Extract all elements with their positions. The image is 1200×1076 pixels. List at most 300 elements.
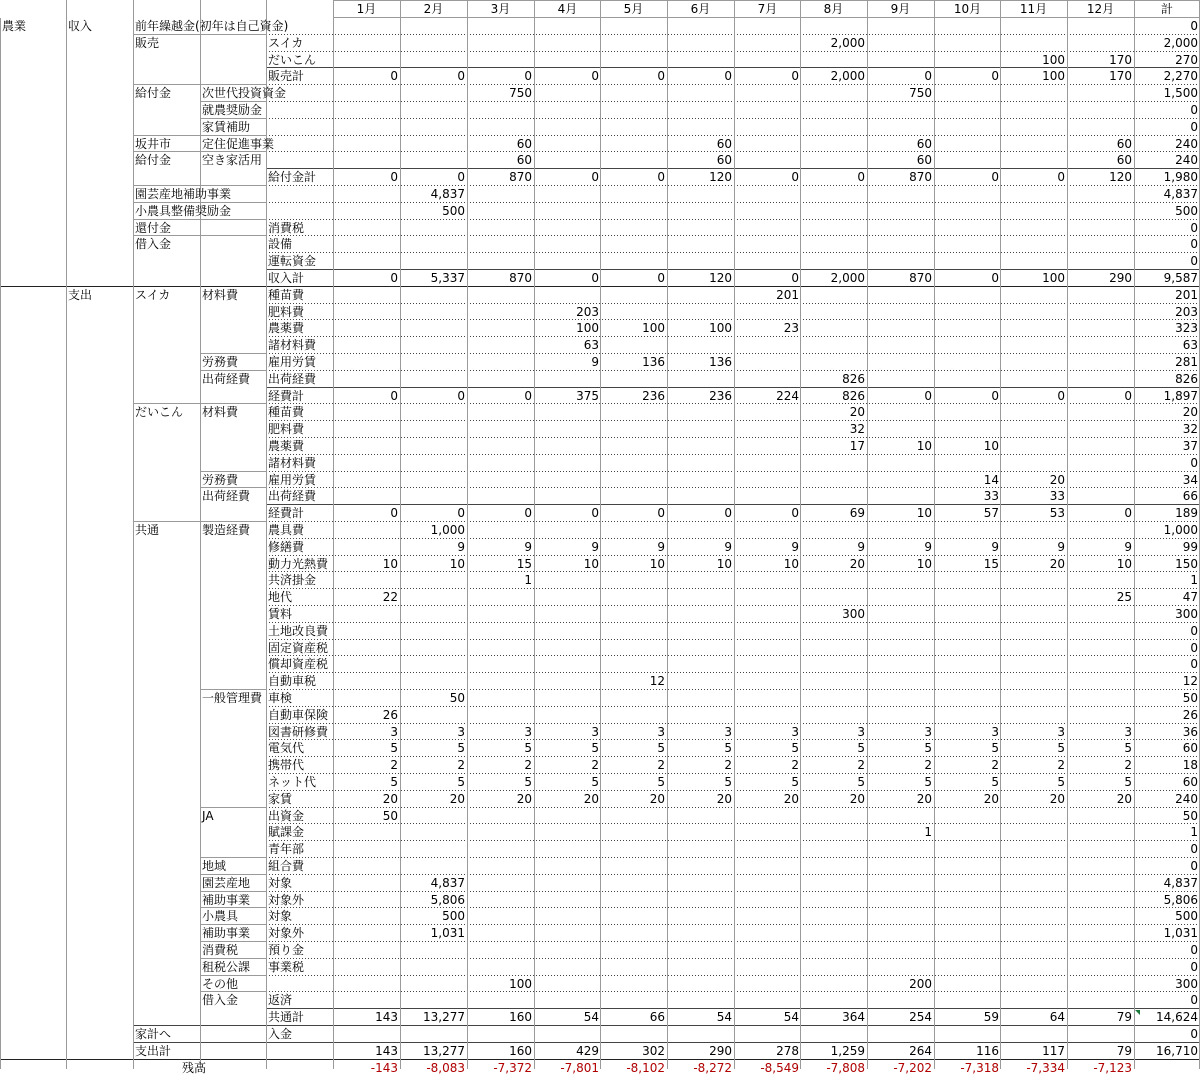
value-cell[interactable]: 5: [524, 775, 532, 789]
total-cell[interactable]: 240: [1175, 791, 1198, 806]
value-cell[interactable]: 9: [1057, 539, 1065, 554]
value-cell[interactable]: 5: [1057, 741, 1065, 756]
value-cell[interactable]: 0: [791, 69, 799, 84]
header-month[interactable]: 3月: [490, 2, 511, 16]
value-cell[interactable]: 0: [1124, 388, 1132, 403]
value-cell[interactable]: 79: [1116, 1010, 1132, 1025]
value-cell[interactable]: 870: [509, 170, 532, 185]
value-cell[interactable]: 160: [509, 1043, 532, 1058]
total-cell[interactable]: 50: [1182, 691, 1198, 705]
total-cell[interactable]: 36: [1182, 724, 1198, 739]
header-month[interactable]: 10月: [953, 2, 982, 16]
value-cell[interactable]: 236: [709, 388, 732, 403]
total-cell[interactable]: 0: [1190, 640, 1198, 655]
value-cell[interactable]: 2: [1124, 758, 1132, 773]
total-cell[interactable]: 150: [1175, 556, 1198, 571]
total-cell[interactable]: 203: [1175, 304, 1198, 319]
value-cell[interactable]: 15: [983, 556, 999, 571]
total-cell[interactable]: 99: [1182, 539, 1198, 554]
value-cell[interactable]: 60: [516, 136, 532, 151]
value-cell[interactable]: 5: [1057, 775, 1065, 789]
total-cell[interactable]: 50: [1182, 808, 1198, 823]
header-month[interactable]: 1月: [356, 2, 377, 16]
value-cell[interactable]: 20: [449, 791, 465, 806]
value-cell[interactable]: 0: [591, 170, 599, 185]
value-cell[interactable]: -7,808: [826, 1060, 865, 1075]
value-cell[interactable]: 10: [1116, 556, 1132, 571]
total-cell[interactable]: 0: [1190, 1027, 1198, 1041]
value-cell[interactable]: 826: [842, 388, 865, 403]
value-cell[interactable]: 60: [916, 136, 932, 151]
value-cell[interactable]: 5: [924, 741, 932, 756]
value-cell[interactable]: 870: [909, 170, 932, 185]
value-cell[interactable]: 9: [724, 539, 732, 554]
value-cell[interactable]: -8,083: [426, 1060, 465, 1075]
total-cell[interactable]: 0: [1190, 103, 1198, 117]
value-cell[interactable]: 4,837: [430, 187, 465, 201]
value-cell[interactable]: 750: [509, 86, 532, 101]
value-cell[interactable]: 136: [709, 355, 732, 369]
value-cell[interactable]: 60: [716, 153, 732, 168]
value-cell[interactable]: 2: [524, 758, 532, 773]
value-cell[interactable]: 143: [375, 1010, 398, 1025]
value-cell[interactable]: 32: [849, 422, 865, 437]
value-cell[interactable]: 2: [724, 758, 732, 773]
value-cell[interactable]: 500: [442, 203, 465, 218]
total-cell[interactable]: 0: [1190, 943, 1198, 957]
total-cell[interactable]: 4,837: [1163, 187, 1198, 201]
total-cell[interactable]: 0: [1190, 842, 1198, 857]
value-cell[interactable]: 10: [449, 556, 465, 571]
total-cell[interactable]: 5,806: [1163, 892, 1198, 907]
value-cell[interactable]: 69: [849, 506, 865, 521]
value-cell[interactable]: 0: [524, 388, 532, 403]
value-cell[interactable]: 224: [776, 388, 799, 403]
value-cell[interactable]: 3: [524, 724, 532, 739]
value-cell[interactable]: 9: [591, 539, 599, 554]
value-cell[interactable]: 750: [909, 86, 932, 101]
total-cell[interactable]: 4,837: [1163, 875, 1198, 890]
total-cell[interactable]: 0: [1190, 623, 1198, 638]
value-cell[interactable]: 2: [457, 758, 465, 773]
value-cell[interactable]: 0: [991, 170, 999, 185]
value-cell[interactable]: 300: [842, 607, 865, 621]
value-cell[interactable]: 5: [857, 775, 865, 789]
value-cell[interactable]: 0: [991, 388, 999, 403]
value-cell[interactable]: 0: [457, 506, 465, 521]
total-cell[interactable]: 323: [1175, 321, 1198, 336]
total-cell[interactable]: 300: [1175, 607, 1198, 621]
value-cell[interactable]: 79: [1116, 1043, 1132, 1058]
total-cell[interactable]: 1,000: [1163, 523, 1198, 537]
value-cell[interactable]: 3: [724, 724, 732, 739]
value-cell[interactable]: 9: [657, 539, 665, 554]
total-cell[interactable]: 37: [1182, 439, 1198, 453]
value-cell[interactable]: 3: [457, 724, 465, 739]
value-cell[interactable]: 2,000: [830, 69, 865, 84]
total-cell[interactable]: 240: [1175, 136, 1198, 151]
total-cell[interactable]: 26: [1182, 707, 1198, 722]
value-cell[interactable]: 0: [524, 69, 532, 84]
value-cell[interactable]: 3: [857, 724, 865, 739]
value-cell[interactable]: 5: [457, 741, 465, 756]
total-cell[interactable]: 826: [1175, 371, 1198, 386]
value-cell[interactable]: 60: [516, 153, 532, 168]
value-cell[interactable]: 870: [509, 271, 532, 285]
value-cell[interactable]: 5: [657, 741, 665, 756]
value-cell[interactable]: 60: [1116, 136, 1132, 151]
value-cell[interactable]: 10: [983, 439, 999, 453]
value-cell[interactable]: 0: [390, 388, 398, 403]
total-cell[interactable]: 2,270: [1163, 69, 1198, 84]
value-cell[interactable]: 20: [1049, 556, 1065, 571]
total-cell[interactable]: 9,587: [1163, 271, 1198, 285]
total-cell[interactable]: 0: [1190, 19, 1198, 33]
total-cell[interactable]: 0: [1190, 220, 1198, 235]
value-cell[interactable]: 1,031: [430, 926, 465, 941]
header-month[interactable]: 7月: [757, 2, 778, 16]
value-cell[interactable]: 20: [849, 556, 865, 571]
total-cell[interactable]: 201: [1175, 287, 1198, 302]
value-cell[interactable]: 5: [657, 775, 665, 789]
value-cell[interactable]: 0: [390, 506, 398, 521]
value-cell[interactable]: 0: [591, 506, 599, 521]
value-cell[interactable]: 5: [524, 741, 532, 756]
value-cell[interactable]: 9: [924, 539, 932, 554]
value-cell[interactable]: 0: [791, 170, 799, 185]
value-cell[interactable]: 3: [390, 724, 398, 739]
value-cell[interactable]: 50: [382, 808, 398, 823]
total-cell[interactable]: 0: [1190, 859, 1198, 873]
value-cell[interactable]: 2,000: [830, 271, 865, 285]
value-cell[interactable]: 0: [457, 170, 465, 185]
value-cell[interactable]: 0: [724, 69, 732, 84]
value-cell[interactable]: -7,801: [560, 1060, 599, 1075]
value-cell[interactable]: 5: [1124, 741, 1132, 756]
total-cell[interactable]: 0: [1190, 237, 1198, 252]
value-cell[interactable]: 100: [1042, 271, 1065, 285]
total-cell[interactable]: 0: [1190, 119, 1198, 134]
value-cell[interactable]: 57: [983, 506, 999, 521]
value-cell[interactable]: 1: [924, 825, 932, 840]
value-cell[interactable]: 20: [382, 791, 398, 806]
total-cell[interactable]: 16,710: [1156, 1043, 1198, 1058]
value-cell[interactable]: 10: [783, 556, 799, 571]
value-cell[interactable]: 17: [849, 439, 865, 453]
total-cell[interactable]: 60: [1182, 775, 1198, 789]
header-month[interactable]: 11月: [1019, 2, 1048, 16]
value-cell[interactable]: 10: [583, 556, 599, 571]
value-cell[interactable]: -8,272: [693, 1060, 732, 1075]
value-cell[interactable]: 0: [991, 69, 999, 84]
value-cell[interactable]: 0: [457, 69, 465, 84]
value-cell[interactable]: 170: [1109, 69, 1132, 84]
value-cell[interactable]: 13,277: [423, 1043, 465, 1058]
value-cell[interactable]: 116: [976, 1043, 999, 1058]
total-cell[interactable]: 0: [1190, 455, 1198, 470]
value-cell[interactable]: 0: [657, 69, 665, 84]
value-cell[interactable]: 10: [716, 556, 732, 571]
total-cell[interactable]: 300: [1175, 976, 1198, 991]
value-cell[interactable]: 120: [1109, 170, 1132, 185]
total-cell[interactable]: 189: [1175, 506, 1198, 521]
value-cell[interactable]: 3: [924, 724, 932, 739]
value-cell[interactable]: 117: [1042, 1043, 1065, 1058]
value-cell[interactable]: 0: [791, 271, 799, 285]
value-cell[interactable]: 100: [1042, 69, 1065, 84]
value-cell[interactable]: 143: [375, 1043, 398, 1058]
value-cell[interactable]: 5: [857, 741, 865, 756]
value-cell[interactable]: 23: [783, 321, 799, 336]
value-cell[interactable]: 2: [657, 758, 665, 773]
value-cell[interactable]: 2: [390, 758, 398, 773]
value-cell[interactable]: 278: [776, 1043, 799, 1058]
value-cell[interactable]: 826: [842, 371, 865, 386]
value-cell[interactable]: 22: [382, 590, 398, 605]
value-cell[interactable]: -7,123: [1093, 1060, 1132, 1075]
total-cell[interactable]: 12: [1182, 674, 1198, 689]
value-cell[interactable]: 25: [1116, 590, 1132, 605]
value-cell[interactable]: 10: [916, 556, 932, 571]
value-cell[interactable]: 0: [924, 388, 932, 403]
total-cell[interactable]: 0: [1190, 959, 1198, 974]
total-cell[interactable]: 0: [1190, 254, 1198, 269]
value-cell[interactable]: 26: [382, 707, 398, 722]
value-cell[interactable]: 236: [642, 388, 665, 403]
value-cell[interactable]: 54: [583, 1010, 599, 1025]
value-cell[interactable]: 0: [457, 388, 465, 403]
total-cell[interactable]: 1,500: [1163, 86, 1198, 101]
value-cell[interactable]: 1,259: [830, 1043, 865, 1058]
value-cell[interactable]: 3: [1057, 724, 1065, 739]
value-cell[interactable]: 136: [642, 355, 665, 369]
value-cell[interactable]: 20: [583, 791, 599, 806]
value-cell[interactable]: 63: [583, 338, 599, 353]
value-cell[interactable]: 0: [724, 506, 732, 521]
value-cell[interactable]: 2: [924, 758, 932, 773]
value-cell[interactable]: 15: [516, 556, 532, 571]
value-cell[interactable]: 0: [390, 69, 398, 84]
value-cell[interactable]: 53: [1049, 506, 1065, 521]
value-cell[interactable]: 100: [576, 321, 599, 336]
value-cell[interactable]: 0: [991, 271, 999, 285]
value-cell[interactable]: 5,337: [430, 271, 465, 285]
total-cell[interactable]: 0: [1190, 993, 1198, 1008]
value-cell[interactable]: 20: [716, 791, 732, 806]
total-cell[interactable]: 500: [1175, 909, 1198, 924]
value-cell[interactable]: 33: [983, 489, 999, 504]
value-cell[interactable]: -7,318: [960, 1060, 999, 1075]
value-cell[interactable]: 2: [991, 758, 999, 773]
value-cell[interactable]: 9: [457, 539, 465, 554]
total-cell[interactable]: 47: [1182, 590, 1198, 605]
value-cell[interactable]: 5: [591, 775, 599, 789]
value-cell[interactable]: 3: [791, 724, 799, 739]
value-cell[interactable]: 0: [657, 271, 665, 285]
value-cell[interactable]: 429: [576, 1043, 599, 1058]
value-cell[interactable]: -7,334: [1026, 1060, 1065, 1075]
value-cell[interactable]: 2,000: [830, 35, 865, 50]
value-cell[interactable]: 2: [591, 758, 599, 773]
value-cell[interactable]: 20: [849, 405, 865, 420]
total-cell[interactable]: 281: [1175, 355, 1198, 369]
total-cell[interactable]: 34: [1182, 472, 1198, 487]
total-cell[interactable]: 14,624: [1156, 1010, 1198, 1025]
value-cell[interactable]: 375: [576, 388, 599, 403]
header-month[interactable]: 5月: [623, 2, 644, 16]
value-cell[interactable]: 3: [1124, 724, 1132, 739]
value-cell[interactable]: 60: [716, 136, 732, 151]
value-cell[interactable]: 2: [791, 758, 799, 773]
value-cell[interactable]: 54: [783, 1010, 799, 1025]
value-cell[interactable]: -143: [370, 1060, 398, 1075]
value-cell[interactable]: 10: [649, 556, 665, 571]
value-cell[interactable]: 0: [591, 271, 599, 285]
value-cell[interactable]: 100: [509, 976, 532, 991]
value-cell[interactable]: 50: [449, 691, 465, 705]
value-cell[interactable]: 100: [642, 321, 665, 336]
value-cell[interactable]: 10: [916, 439, 932, 453]
value-cell[interactable]: 5: [724, 741, 732, 756]
value-cell[interactable]: 5: [390, 775, 398, 789]
header-month[interactable]: 6月: [690, 2, 711, 16]
total-cell[interactable]: 1: [1190, 573, 1198, 588]
value-cell[interactable]: 0: [1057, 388, 1065, 403]
value-cell[interactable]: 5,806: [430, 892, 465, 907]
value-cell[interactable]: 5: [791, 741, 799, 756]
total-cell[interactable]: 20: [1182, 405, 1198, 420]
value-cell[interactable]: 14: [983, 472, 999, 487]
value-cell[interactable]: 60: [1116, 153, 1132, 168]
value-cell[interactable]: 33: [1049, 489, 1065, 504]
value-cell[interactable]: 290: [1109, 271, 1132, 285]
total-cell[interactable]: 1: [1190, 825, 1198, 840]
value-cell[interactable]: 120: [709, 170, 732, 185]
total-cell[interactable]: 270: [1175, 52, 1198, 67]
value-cell[interactable]: 200: [909, 976, 932, 991]
header-month[interactable]: 4月: [557, 2, 578, 16]
value-cell[interactable]: 9: [991, 539, 999, 554]
header-total[interactable]: 計: [1160, 2, 1173, 16]
total-cell[interactable]: 1,980: [1163, 170, 1198, 185]
total-cell[interactable]: 1,031: [1163, 926, 1198, 941]
value-cell[interactable]: 12: [649, 674, 665, 689]
value-cell[interactable]: 5: [457, 775, 465, 789]
value-cell[interactable]: 54: [716, 1010, 732, 1025]
value-cell[interactable]: 9: [1124, 539, 1132, 554]
value-cell[interactable]: 1,000: [430, 523, 465, 537]
value-cell[interactable]: 870: [909, 271, 932, 285]
value-cell[interactable]: 170: [1109, 52, 1132, 67]
value-cell[interactable]: 0: [524, 506, 532, 521]
value-cell[interactable]: 290: [709, 1043, 732, 1058]
value-cell[interactable]: 10: [916, 506, 932, 521]
value-cell[interactable]: 20: [1116, 791, 1132, 806]
value-cell[interactable]: 20: [1049, 791, 1065, 806]
value-cell[interactable]: 0: [390, 271, 398, 285]
value-cell[interactable]: 5: [724, 775, 732, 789]
total-cell[interactable]: 240: [1175, 153, 1198, 168]
header-month[interactable]: 9月: [890, 2, 911, 16]
value-cell[interactable]: -8,102: [626, 1060, 665, 1075]
value-cell[interactable]: 9: [524, 539, 532, 554]
value-cell[interactable]: 364: [842, 1010, 865, 1025]
value-cell[interactable]: 0: [1057, 170, 1065, 185]
total-cell[interactable]: 63: [1182, 338, 1198, 353]
value-cell[interactable]: 20: [516, 791, 532, 806]
value-cell[interactable]: 20: [783, 791, 799, 806]
value-cell[interactable]: 5: [390, 741, 398, 756]
value-cell[interactable]: 2: [857, 758, 865, 773]
header-month[interactable]: 2月: [423, 2, 444, 16]
value-cell[interactable]: 500: [442, 909, 465, 924]
value-cell[interactable]: 4,837: [430, 875, 465, 890]
total-cell[interactable]: 500: [1175, 203, 1198, 218]
total-cell[interactable]: 0: [1190, 657, 1198, 672]
value-cell[interactable]: 0: [591, 69, 599, 84]
value-cell[interactable]: 3: [991, 724, 999, 739]
value-cell[interactable]: 203: [576, 304, 599, 319]
total-cell[interactable]: 1,897: [1163, 388, 1198, 403]
value-cell[interactable]: 0: [857, 170, 865, 185]
value-cell[interactable]: 0: [791, 506, 799, 521]
total-cell[interactable]: 18: [1182, 758, 1198, 773]
value-cell[interactable]: 59: [983, 1010, 999, 1025]
value-cell[interactable]: 20: [649, 791, 665, 806]
value-cell[interactable]: 0: [390, 170, 398, 185]
value-cell[interactable]: 20: [916, 791, 932, 806]
value-cell[interactable]: 201: [776, 287, 799, 302]
total-cell[interactable]: 60: [1182, 741, 1198, 756]
value-cell[interactable]: 160: [509, 1010, 532, 1025]
value-cell[interactable]: 0: [657, 506, 665, 521]
value-cell[interactable]: 302: [642, 1043, 665, 1058]
value-cell[interactable]: 3: [657, 724, 665, 739]
value-cell[interactable]: 20: [849, 791, 865, 806]
header-month[interactable]: 8月: [823, 2, 844, 16]
value-cell[interactable]: 5: [991, 741, 999, 756]
value-cell[interactable]: -7,202: [893, 1060, 932, 1075]
value-cell[interactable]: 9: [791, 539, 799, 554]
value-cell[interactable]: 254: [909, 1010, 932, 1025]
value-cell[interactable]: 5: [924, 775, 932, 789]
value-cell[interactable]: 5: [991, 775, 999, 789]
value-cell[interactable]: 2: [1057, 758, 1065, 773]
value-cell[interactable]: 5: [1124, 775, 1132, 789]
value-cell[interactable]: -7,372: [493, 1060, 532, 1075]
value-cell[interactable]: 5: [791, 775, 799, 789]
value-cell[interactable]: 10: [382, 556, 398, 571]
value-cell[interactable]: 9: [591, 355, 599, 369]
total-cell[interactable]: 32: [1182, 422, 1198, 437]
value-cell[interactable]: 9: [857, 539, 865, 554]
value-cell[interactable]: 3: [591, 724, 599, 739]
value-cell[interactable]: 0: [657, 170, 665, 185]
value-cell[interactable]: 20: [1049, 472, 1065, 487]
value-cell[interactable]: 100: [709, 321, 732, 336]
value-cell[interactable]: 120: [709, 271, 732, 285]
value-cell[interactable]: 1: [524, 573, 532, 588]
value-cell[interactable]: 100: [1042, 52, 1065, 67]
header-month[interactable]: 12月: [1086, 2, 1115, 16]
total-cell[interactable]: 2,000: [1163, 35, 1198, 50]
value-cell[interactable]: 264: [909, 1043, 932, 1058]
value-cell[interactable]: 66: [649, 1010, 665, 1025]
total-cell[interactable]: 66: [1182, 489, 1198, 504]
value-cell[interactable]: 60: [916, 153, 932, 168]
value-cell[interactable]: 13,277: [423, 1010, 465, 1025]
value-cell[interactable]: -8,549: [760, 1060, 799, 1075]
